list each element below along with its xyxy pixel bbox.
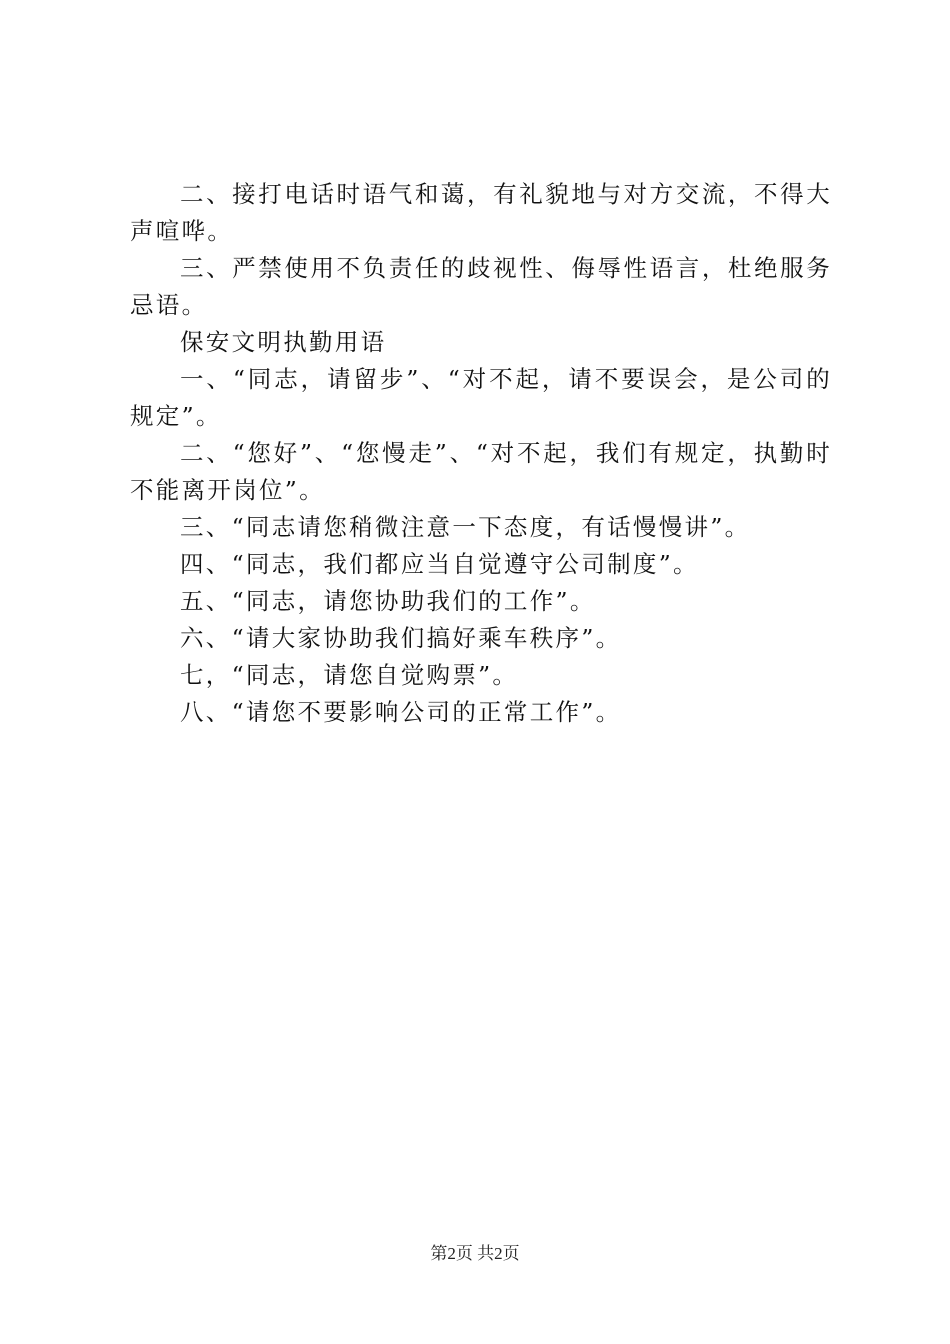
paragraph-forbidden-language: 三、严禁使用不负责任的歧视性、侮辱性语言，杜绝服务忌语。: [130, 254, 832, 319]
paragraph-item-8: 八、“请您不要影响公司的正常工作”。: [180, 698, 622, 726]
paragraph-item-1: 一、“同志，请留步”、“对不起，请不要误会，是公司的规定”。: [130, 365, 832, 430]
document-body: [130, 176, 832, 731]
paragraph-phone-etiquette: 二、接打电话时语气和蔼，有礼貌地与对方交流，不得大声喧哗。: [130, 180, 832, 245]
paragraph-item-6: 六、“请大家协助我们搞好乘车秩序”。: [180, 624, 622, 652]
paragraph-item-4: 四、“同志，我们都应当自觉遵守公司制度”。: [180, 550, 699, 578]
section-heading: 保安文明执勤用语: [180, 328, 387, 356]
paragraph-item-7: 七，“同志，请您自觉购票”。: [180, 661, 519, 689]
page-number: 第2页 共2页: [430, 1244, 520, 1263]
page-footer: [0, 1244, 950, 1264]
paragraph-item-2: 二、“您好”、“您慢走”、“对不起，我们有规定，执勤时不能离开岗位”。: [130, 439, 832, 504]
paragraph-item-5: 五、“同志，请您协助我们的工作”。: [180, 587, 596, 615]
paragraph-item-3: 三、“同志请您稍微注意一下态度，有话慢慢讲”。: [180, 513, 751, 541]
